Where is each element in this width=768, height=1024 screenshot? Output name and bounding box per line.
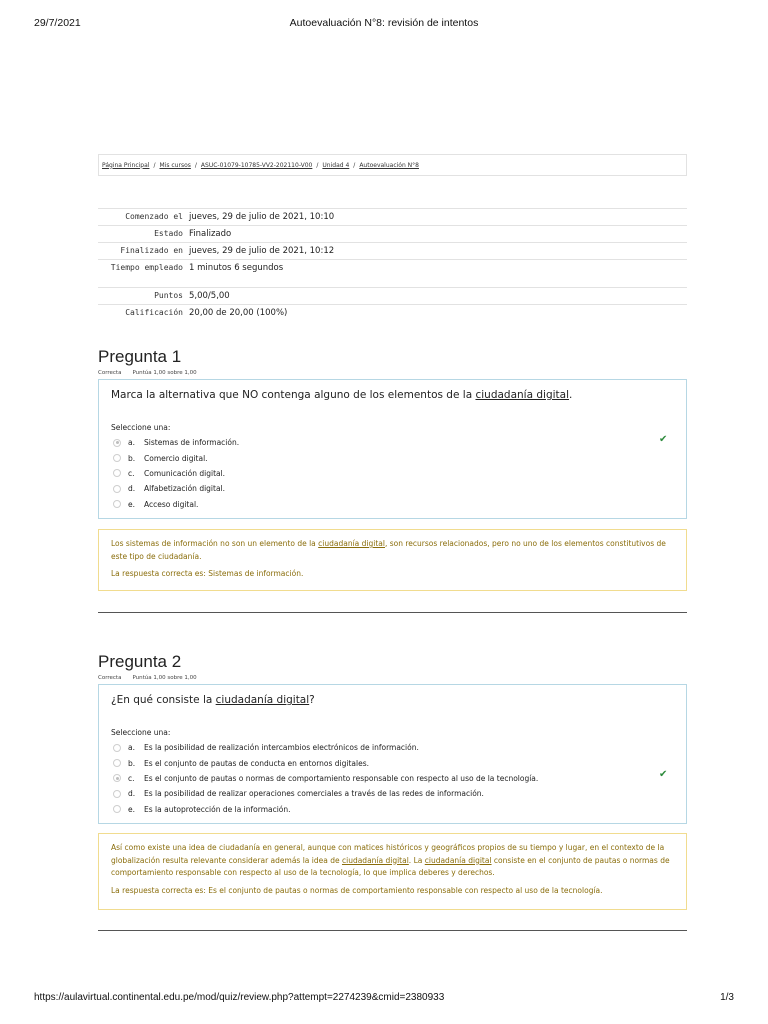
question-text-part: .	[569, 389, 573, 401]
option-letter: b.	[128, 453, 136, 463]
option-letter: e.	[128, 804, 135, 814]
option-letter: e.	[128, 499, 135, 509]
attempt-summary-table	[98, 208, 687, 322]
breadcrumb-separator: /	[316, 161, 319, 169]
breadcrumb-quiz[interactable]: Autoevaluación N°8	[359, 161, 419, 169]
question-2-grade: Puntúa 1,00 sobre 1,00	[132, 675, 197, 681]
question-2-feedback	[98, 833, 687, 910]
summary-value: 20,00 de 20,00 (100%)	[189, 308, 288, 318]
radio-icon[interactable]	[113, 805, 121, 813]
summary-value: 1 minutos 6 segundos	[189, 263, 284, 273]
option-b[interactable]	[113, 450, 239, 465]
radio-icon[interactable]	[113, 500, 121, 508]
option-letter: a.	[128, 743, 135, 753]
breadcrumb-separator: /	[353, 161, 356, 169]
question-1-options	[113, 435, 239, 512]
summary-label: Tiempo empleado	[110, 263, 183, 272]
print-url: https://aulavirtual.continental.edu.pe/mod/quiz/review.php?attempt=2274239&cmid=2380933	[34, 992, 445, 1003]
question-2-options	[113, 740, 538, 817]
question-1-box	[98, 379, 687, 519]
summary-value: Finalizado	[189, 229, 232, 239]
option-text: Comercio digital.	[144, 453, 208, 463]
radio-icon[interactable]	[113, 485, 121, 493]
summary-label: Estado	[154, 229, 183, 238]
summary-row	[98, 305, 687, 322]
summary-label: Finalizado en	[120, 246, 183, 255]
check-icon: ✔	[659, 434, 668, 445]
question-2-title: Pregunta 2	[98, 652, 182, 671]
print-date: 29/7/2021	[34, 17, 81, 29]
select-one-label: Seleccione una:	[111, 728, 171, 737]
summary-row	[98, 243, 687, 260]
option-text: Alfabetización digital.	[144, 484, 226, 494]
option-a[interactable]	[113, 435, 239, 450]
question-1-grade: Puntúa 1,00 sobre 1,00	[132, 370, 197, 376]
feedback-text	[111, 538, 674, 563]
print-header	[34, 17, 734, 31]
option-text: Es la posibilidad de realizar operaciones comerciales a través de las redes de información.	[144, 789, 484, 799]
option-text: Acceso digital.	[144, 499, 199, 509]
breadcrumb-home[interactable]: Página Principal	[102, 161, 150, 169]
check-icon: ✔	[659, 769, 668, 780]
breadcrumb-separator: /	[153, 161, 156, 169]
feedback-part: . La	[408, 855, 425, 865]
radio-icon[interactable]	[113, 454, 121, 462]
option-letter: c.	[128, 773, 135, 783]
question-divider	[98, 930, 687, 931]
question-1-title: Pregunta 1	[98, 347, 182, 366]
glossary-link[interactable]: ciudadanía digital	[215, 694, 310, 706]
breadcrumb-unit[interactable]: Unidad 4	[322, 161, 350, 169]
feedback-part: Así como existe una idea de ciudadanía en general, aunque con matices históricos y geográficos propios de su tiempo y lugar, en el contexto de la globalización resulta relevante considerar además la idea de	[111, 843, 665, 865]
feedback-text	[111, 842, 674, 880]
option-text: Es el conjunto de pautas de conducta en entornos digitales.	[144, 758, 370, 768]
option-letter: d.	[128, 789, 136, 799]
option-text: Sistemas de información.	[144, 438, 240, 448]
summary-label: Puntos	[154, 291, 183, 300]
option-d[interactable]	[113, 481, 239, 496]
radio-icon[interactable]	[113, 759, 121, 767]
right-answer: La respuesta correcta es: Sistemas de información.	[111, 569, 304, 578]
radio-icon[interactable]	[113, 790, 121, 798]
option-text: Es el conjunto de pautas o normas de comportamiento responsable con respecto al uso de la tecnología.	[144, 773, 539, 783]
print-footer	[34, 992, 734, 1006]
summary-value: jueves, 29 de julio de 2021, 10:12	[189, 246, 335, 256]
question-1-feedback	[98, 529, 687, 591]
option-c[interactable]	[113, 466, 239, 481]
question-divider	[98, 612, 687, 613]
question-1-info	[98, 370, 197, 376]
glossary-link[interactable]: ciudadanía digital	[341, 855, 409, 865]
summary-value: 5,00/5,00	[189, 291, 230, 301]
select-one-label: Seleccione una:	[111, 423, 171, 432]
question-text-part: ¿En qué consiste la	[111, 694, 216, 706]
question-text-part: Marca la alternativa que NO contenga alguno de los elementos de la	[111, 389, 476, 401]
breadcrumb	[98, 154, 687, 176]
option-d[interactable]	[113, 786, 538, 801]
breadcrumb-separator: /	[194, 161, 197, 169]
summary-value: jueves, 29 de julio de 2021, 10:10	[189, 212, 335, 222]
radio-icon[interactable]	[113, 469, 121, 477]
question-1-state: Correcta	[98, 370, 122, 376]
right-answer: La respuesta correcta es: Es el conjunto de pautas o normas de comportamiento responsable con respecto al uso de la tecnología.	[111, 885, 603, 895]
question-1-text	[111, 389, 572, 401]
feedback-part: consiste en el conjunto de pautas o normas de comportamiento responsable con respecto al uso de la tecnología, lo que implica deberes y derechos.	[111, 855, 670, 877]
option-text: Es la posibilidad de realización intercambios electrónicos de información.	[144, 743, 419, 753]
question-text-part: ?	[309, 694, 315, 706]
option-c[interactable]	[113, 771, 538, 786]
print-title: Autoevaluación N°8: revisión de intentos	[289, 17, 479, 29]
feedback-part: , son recursos relacionados, pero no uno de los elementos constitutivos de este tipo de ciudadanía.	[111, 539, 666, 561]
option-e[interactable]	[113, 497, 239, 512]
summary-label: Calificación	[125, 308, 183, 317]
print-page-number: 1/3	[720, 992, 734, 1003]
option-letter: c.	[128, 468, 135, 478]
breadcrumb-course[interactable]: ASUC-01079-10785-VV2-202110-V00	[200, 161, 313, 169]
radio-icon[interactable]	[113, 439, 121, 447]
radio-icon[interactable]	[113, 744, 121, 752]
question-2-text	[111, 694, 315, 706]
summary-row	[98, 288, 687, 305]
option-e[interactable]	[113, 802, 538, 817]
glossary-link[interactable]: ciudadanía digital	[318, 539, 385, 548]
question-2-state: Correcta	[98, 675, 122, 681]
glossary-link[interactable]: ciudadanía digital	[424, 855, 492, 865]
summary-row	[98, 226, 687, 243]
breadcrumb-my-courses[interactable]: Mis cursos	[159, 161, 191, 169]
summary-label: Comenzado el	[125, 212, 183, 221]
option-letter: a.	[128, 438, 135, 448]
option-letter: d.	[128, 484, 136, 494]
summary-row	[98, 260, 687, 288]
question-2-info	[98, 675, 197, 681]
question-2-box	[98, 684, 687, 824]
option-text: Comunicación digital.	[144, 468, 226, 478]
summary-row	[98, 209, 687, 226]
feedback-part: Los sistemas de información no son un elemento de la	[111, 539, 319, 548]
radio-icon[interactable]	[113, 774, 121, 782]
option-a[interactable]	[113, 740, 538, 755]
option-b[interactable]	[113, 755, 538, 770]
option-letter: b.	[128, 758, 136, 768]
option-text: Es la autoprotección de la información.	[144, 804, 291, 814]
glossary-link[interactable]: ciudadanía digital	[475, 389, 569, 401]
